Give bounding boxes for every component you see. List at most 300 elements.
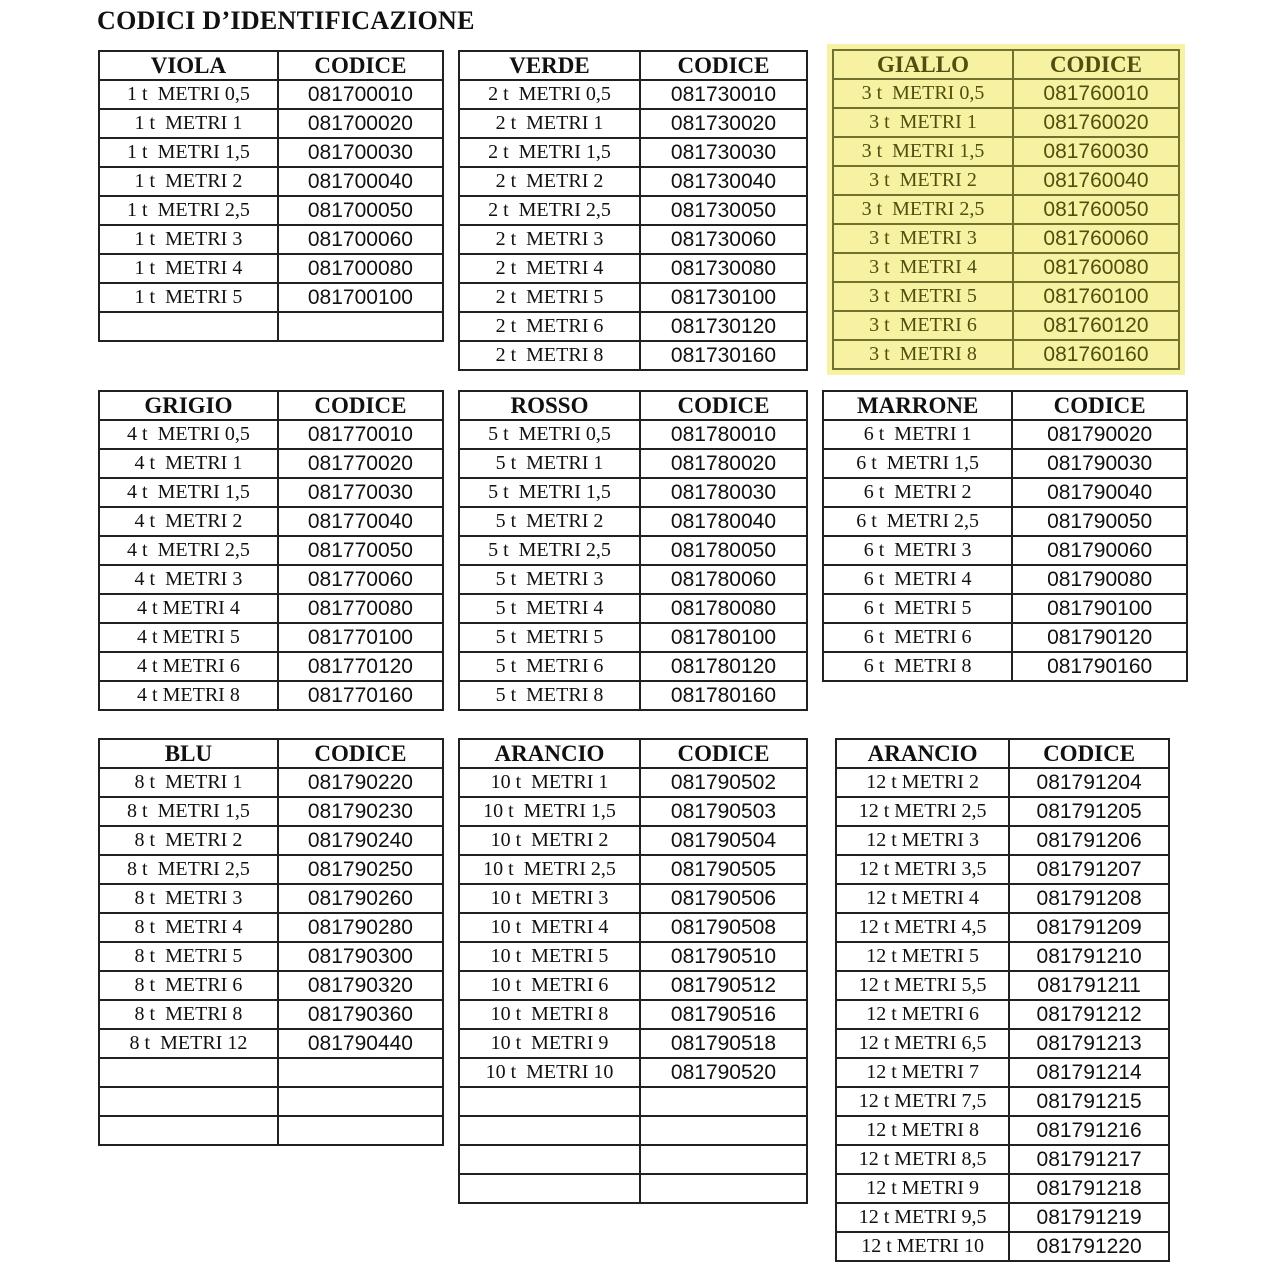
empty-cell	[640, 1116, 807, 1145]
code-value-cell: 081791220	[1009, 1232, 1169, 1261]
code-value-cell: 081790502	[640, 768, 807, 797]
size-label-cell: 8 t METRI 12	[99, 1029, 278, 1058]
code-value-cell: 081791217	[1009, 1145, 1169, 1174]
size-label-cell: 5 t METRI 0,5	[459, 420, 640, 449]
table-row	[99, 652, 443, 681]
code-value-cell: 081790060	[1012, 536, 1187, 565]
codes-table-grigio	[98, 390, 444, 711]
codes-table-verde	[458, 50, 808, 371]
table-row	[459, 797, 807, 826]
table-row	[836, 1087, 1169, 1116]
size-label-cell: 3 t METRI 2,5	[833, 195, 1013, 224]
size-label-cell: 10 t METRI 6	[459, 971, 640, 1000]
code-value-cell: 081780010	[640, 420, 807, 449]
size-label-cell: 2 t METRI 2,5	[459, 196, 640, 225]
table-row	[833, 224, 1179, 253]
column-header-color: GIALLO	[833, 50, 1013, 79]
table-row	[836, 1000, 1169, 1029]
header-row	[459, 51, 807, 80]
code-value-cell: 081700060	[278, 225, 443, 254]
code-value-cell: 081791218	[1009, 1174, 1169, 1203]
column-header-codice: CODICE	[640, 51, 807, 80]
table-row	[459, 623, 807, 652]
size-label-cell: 6 t METRI 4	[823, 565, 1012, 594]
column-header-color: ARANCIO	[836, 739, 1009, 768]
table-row	[836, 1058, 1169, 1087]
size-label-cell: 10 t METRI 3	[459, 884, 640, 913]
empty-cell	[99, 1116, 278, 1145]
table-row	[459, 942, 807, 971]
code-value-cell: 081790220	[278, 768, 443, 797]
size-label-cell: 5 t METRI 8	[459, 681, 640, 710]
table-row	[459, 884, 807, 913]
table-row	[833, 108, 1179, 137]
size-label-cell: 2 t METRI 1	[459, 109, 640, 138]
code-value-cell: 081730040	[640, 167, 807, 196]
code-value-cell: 081700010	[278, 80, 443, 109]
size-label-cell: 4 t METRI 6	[99, 652, 278, 681]
code-value-cell: 081791213	[1009, 1029, 1169, 1058]
code-value-cell: 081790240	[278, 826, 443, 855]
table-row	[823, 623, 1187, 652]
size-label-cell: 4 t METRI 3	[99, 565, 278, 594]
table-row	[823, 478, 1187, 507]
size-label-cell: 5 t METRI 2,5	[459, 536, 640, 565]
column-header-codice: CODICE	[278, 739, 443, 768]
size-label-cell: 10 t METRI 5	[459, 942, 640, 971]
size-label-cell: 1 t METRI 4	[99, 254, 278, 283]
size-label-cell: 12 t METRI 8	[836, 1116, 1009, 1145]
code-value-cell: 081791219	[1009, 1203, 1169, 1232]
empty-cell	[640, 1087, 807, 1116]
codes-table-arancio-12t	[835, 738, 1170, 1262]
size-label-cell: 12 t METRI 9	[836, 1174, 1009, 1203]
size-label-cell: 3 t METRI 1	[833, 108, 1013, 137]
code-value-cell: 081730100	[640, 283, 807, 312]
code-value-cell: 081790160	[1012, 652, 1187, 681]
column-header-codice: CODICE	[640, 391, 807, 420]
code-value-cell: 081780050	[640, 536, 807, 565]
code-value-cell: 081790510	[640, 942, 807, 971]
table-row	[99, 681, 443, 710]
size-label-cell: 2 t METRI 5	[459, 283, 640, 312]
code-value-cell: 081791215	[1009, 1087, 1169, 1116]
table-row	[836, 768, 1169, 797]
empty-row	[99, 1116, 443, 1145]
empty-cell	[640, 1174, 807, 1203]
table-row	[459, 681, 807, 710]
size-label-cell: 8 t METRI 2,5	[99, 855, 278, 884]
code-value-cell: 081700020	[278, 109, 443, 138]
codes-table-blu	[98, 738, 444, 1146]
code-value-cell: 081790360	[278, 1000, 443, 1029]
table-row	[833, 253, 1179, 282]
code-value-cell: 081780040	[640, 507, 807, 536]
table-row	[833, 195, 1179, 224]
size-label-cell: 6 t METRI 6	[823, 623, 1012, 652]
code-value-cell: 081791210	[1009, 942, 1169, 971]
code-value-cell: 081791214	[1009, 1058, 1169, 1087]
size-label-cell: 6 t METRI 2	[823, 478, 1012, 507]
code-value-cell: 081790050	[1012, 507, 1187, 536]
table-row	[459, 196, 807, 225]
size-label-cell: 8 t METRI 8	[99, 1000, 278, 1029]
size-label-cell: 12 t METRI 4	[836, 884, 1009, 913]
code-value-cell: 081790503	[640, 797, 807, 826]
size-label-cell: 4 t METRI 5	[99, 623, 278, 652]
codes-table-rosso	[458, 390, 808, 711]
code-value-cell: 081700100	[278, 283, 443, 312]
empty-cell	[640, 1145, 807, 1174]
size-label-cell: 4 t METRI 4	[99, 594, 278, 623]
size-label-cell: 5 t METRI 6	[459, 652, 640, 681]
size-label-cell: 5 t METRI 1	[459, 449, 640, 478]
size-label-cell: 1 t METRI 3	[99, 225, 278, 254]
size-label-cell: 1 t METRI 2	[99, 167, 278, 196]
code-value-cell: 081790504	[640, 826, 807, 855]
size-label-cell: 8 t METRI 2	[99, 826, 278, 855]
empty-cell	[278, 312, 443, 341]
empty-cell	[99, 312, 278, 341]
table-row	[99, 420, 443, 449]
table-row	[836, 1145, 1169, 1174]
codes-table-marrone	[822, 390, 1188, 682]
code-value-cell: 081730010	[640, 80, 807, 109]
code-value-cell: 081760050	[1013, 195, 1179, 224]
size-label-cell: 4 t METRI 2,5	[99, 536, 278, 565]
code-value-cell: 081790512	[640, 971, 807, 1000]
table-row	[99, 254, 443, 283]
table-row	[833, 79, 1179, 108]
size-label-cell: 2 t METRI 0,5	[459, 80, 640, 109]
table-row	[459, 449, 807, 478]
table-row	[459, 826, 807, 855]
size-label-cell: 2 t METRI 6	[459, 312, 640, 341]
table-row	[99, 109, 443, 138]
table-row	[836, 826, 1169, 855]
empty-row	[459, 1174, 807, 1203]
table-row	[459, 855, 807, 884]
table-row	[459, 80, 807, 109]
table-row	[833, 311, 1179, 340]
header-row	[99, 391, 443, 420]
table-row	[836, 913, 1169, 942]
empty-cell	[278, 1087, 443, 1116]
code-value-cell: 081780080	[640, 594, 807, 623]
table-row	[836, 797, 1169, 826]
table-row	[99, 855, 443, 884]
table-row	[836, 1116, 1169, 1145]
code-value-cell: 081790080	[1012, 565, 1187, 594]
size-label-cell: 1 t METRI 2,5	[99, 196, 278, 225]
size-label-cell: 12 t METRI 5,5	[836, 971, 1009, 1000]
size-label-cell: 8 t METRI 3	[99, 884, 278, 913]
size-label-cell: 8 t METRI 6	[99, 971, 278, 1000]
code-value-cell: 081790320	[278, 971, 443, 1000]
size-label-cell: 3 t METRI 6	[833, 311, 1013, 340]
empty-row	[99, 1058, 443, 1087]
size-label-cell: 12 t METRI 8,5	[836, 1145, 1009, 1174]
size-label-cell: 5 t METRI 3	[459, 565, 640, 594]
table-row	[99, 80, 443, 109]
code-value-cell: 081790030	[1012, 449, 1187, 478]
code-value-cell: 081770120	[278, 652, 443, 681]
code-value-cell: 081770010	[278, 420, 443, 449]
code-value-cell: 081730160	[640, 341, 807, 370]
table-row	[823, 594, 1187, 623]
table-row	[833, 137, 1179, 166]
size-label-cell: 10 t METRI 1	[459, 768, 640, 797]
empty-cell	[278, 1058, 443, 1087]
codes-table-giallo	[832, 49, 1180, 370]
table-row	[823, 449, 1187, 478]
size-label-cell: 10 t METRI 2,5	[459, 855, 640, 884]
page-title: CODICI D’IDENTIFICAZIONE	[97, 6, 475, 35]
code-value-cell: 081790505	[640, 855, 807, 884]
table-row	[459, 109, 807, 138]
empty-row	[459, 1087, 807, 1116]
code-value-cell: 081790516	[640, 1000, 807, 1029]
column-header-codice: CODICE	[1009, 739, 1169, 768]
table-row	[99, 478, 443, 507]
header-row	[459, 739, 807, 768]
table-row	[99, 283, 443, 312]
table-row	[99, 1029, 443, 1058]
table-row	[823, 507, 1187, 536]
code-value-cell: 081791211	[1009, 971, 1169, 1000]
code-value-cell: 081700050	[278, 196, 443, 225]
table-row	[459, 312, 807, 341]
size-label-cell: 3 t METRI 4	[833, 253, 1013, 282]
size-label-cell: 12 t METRI 9,5	[836, 1203, 1009, 1232]
code-value-cell: 081790518	[640, 1029, 807, 1058]
codes-table-arancio-10t	[458, 738, 808, 1204]
table-row	[459, 1058, 807, 1087]
code-value-cell: 081780030	[640, 478, 807, 507]
table-row	[99, 565, 443, 594]
code-value-cell: 081780160	[640, 681, 807, 710]
code-value-cell: 081790300	[278, 942, 443, 971]
size-label-cell: 3 t METRI 5	[833, 282, 1013, 311]
code-value-cell: 081791216	[1009, 1116, 1169, 1145]
empty-cell	[459, 1087, 640, 1116]
table-row	[836, 1232, 1169, 1261]
code-value-cell: 081790506	[640, 884, 807, 913]
code-value-cell: 081770030	[278, 478, 443, 507]
code-value-cell: 081770160	[278, 681, 443, 710]
code-value-cell: 081770080	[278, 594, 443, 623]
code-value-cell: 081791207	[1009, 855, 1169, 884]
code-value-cell: 081700030	[278, 138, 443, 167]
size-label-cell: 8 t METRI 1,5	[99, 797, 278, 826]
table-row	[459, 138, 807, 167]
code-value-cell: 081780020	[640, 449, 807, 478]
header-row	[99, 51, 443, 80]
table-row	[459, 341, 807, 370]
table-row	[99, 167, 443, 196]
size-label-cell: 2 t METRI 4	[459, 254, 640, 283]
empty-cell	[459, 1145, 640, 1174]
size-label-cell: 4 t METRI 1,5	[99, 478, 278, 507]
code-value-cell: 081791212	[1009, 1000, 1169, 1029]
code-value-cell: 081791204	[1009, 768, 1169, 797]
empty-row	[99, 312, 443, 341]
empty-cell	[99, 1058, 278, 1087]
column-header-codice: CODICE	[278, 51, 443, 80]
code-value-cell: 081730080	[640, 254, 807, 283]
column-header-codice: CODICE	[640, 739, 807, 768]
table-row	[823, 652, 1187, 681]
codes-table-viola	[98, 50, 444, 342]
table-row	[833, 166, 1179, 195]
code-value-cell: 081780100	[640, 623, 807, 652]
table-row	[836, 855, 1169, 884]
header-row	[836, 739, 1169, 768]
table-row	[99, 797, 443, 826]
size-label-cell: 12 t METRI 10	[836, 1232, 1009, 1261]
table-row	[99, 536, 443, 565]
code-value-cell: 081760120	[1013, 311, 1179, 340]
table-row	[836, 971, 1169, 1000]
table-row	[99, 913, 443, 942]
table-row	[459, 167, 807, 196]
size-label-cell: 5 t METRI 2	[459, 507, 640, 536]
code-value-cell: 081730060	[640, 225, 807, 254]
size-label-cell: 8 t METRI 1	[99, 768, 278, 797]
header-row	[823, 391, 1187, 420]
size-label-cell: 6 t METRI 3	[823, 536, 1012, 565]
table-row	[459, 768, 807, 797]
code-value-cell: 081791209	[1009, 913, 1169, 942]
size-label-cell: 4 t METRI 0,5	[99, 420, 278, 449]
size-label-cell: 1 t METRI 1,5	[99, 138, 278, 167]
size-label-cell: 12 t METRI 5	[836, 942, 1009, 971]
empty-row	[99, 1087, 443, 1116]
size-label-cell: 2 t METRI 2	[459, 167, 640, 196]
size-label-cell: 2 t METRI 8	[459, 341, 640, 370]
code-value-cell: 081770020	[278, 449, 443, 478]
code-value-cell: 081700080	[278, 254, 443, 283]
table-row	[459, 478, 807, 507]
size-label-cell: 12 t METRI 2	[836, 768, 1009, 797]
code-value-cell: 081790508	[640, 913, 807, 942]
code-value-cell: 081760010	[1013, 79, 1179, 108]
table-row	[99, 507, 443, 536]
table-row	[459, 594, 807, 623]
size-label-cell: 3 t METRI 3	[833, 224, 1013, 253]
size-label-cell: 12 t METRI 3,5	[836, 855, 1009, 884]
size-label-cell: 5 t METRI 5	[459, 623, 640, 652]
code-value-cell: 081790250	[278, 855, 443, 884]
code-value-cell: 081780120	[640, 652, 807, 681]
table-row	[459, 913, 807, 942]
size-label-cell: 6 t METRI 5	[823, 594, 1012, 623]
table-row	[459, 536, 807, 565]
size-label-cell: 3 t METRI 8	[833, 340, 1013, 369]
code-value-cell: 081791205	[1009, 797, 1169, 826]
table-row	[836, 1029, 1169, 1058]
size-label-cell: 12 t METRI 3	[836, 826, 1009, 855]
code-value-cell: 081730030	[640, 138, 807, 167]
size-label-cell: 12 t METRI 7,5	[836, 1087, 1009, 1116]
size-label-cell: 1 t METRI 0,5	[99, 80, 278, 109]
size-label-cell: 10 t METRI 10	[459, 1058, 640, 1087]
size-label-cell: 1 t METRI 5	[99, 283, 278, 312]
size-label-cell: 2 t METRI 1,5	[459, 138, 640, 167]
size-label-cell: 12 t METRI 6,5	[836, 1029, 1009, 1058]
size-label-cell: 6 t METRI 8	[823, 652, 1012, 681]
code-value-cell: 081760100	[1013, 282, 1179, 311]
code-value-cell: 081730020	[640, 109, 807, 138]
size-label-cell: 2 t METRI 3	[459, 225, 640, 254]
code-value-cell: 081760060	[1013, 224, 1179, 253]
header-row	[833, 50, 1179, 79]
code-value-cell: 081770100	[278, 623, 443, 652]
code-value-cell: 081790040	[1012, 478, 1187, 507]
code-value-cell: 081780060	[640, 565, 807, 594]
column-header-codice: CODICE	[1013, 50, 1179, 79]
code-value-cell: 081730050	[640, 196, 807, 225]
table-row	[459, 1000, 807, 1029]
table-row	[836, 942, 1169, 971]
code-value-cell: 081760040	[1013, 166, 1179, 195]
code-value-cell: 081791208	[1009, 884, 1169, 913]
column-header-color: VIOLA	[99, 51, 278, 80]
table-row	[459, 652, 807, 681]
giallo-highlight	[827, 44, 1185, 375]
size-label-cell: 6 t METRI 2,5	[823, 507, 1012, 536]
code-value-cell: 081790260	[278, 884, 443, 913]
column-header-color: ROSSO	[459, 391, 640, 420]
size-label-cell: 10 t METRI 8	[459, 1000, 640, 1029]
size-label-cell: 6 t METRI 1,5	[823, 449, 1012, 478]
size-label-cell: 10 t METRI 9	[459, 1029, 640, 1058]
header-row	[99, 739, 443, 768]
table-row	[99, 884, 443, 913]
table-row	[99, 623, 443, 652]
code-value-cell: 081760080	[1013, 253, 1179, 282]
table-row	[833, 282, 1179, 311]
size-label-cell: 12 t METRI 6	[836, 1000, 1009, 1029]
code-value-cell: 081730120	[640, 312, 807, 341]
size-label-cell: 4 t METRI 1	[99, 449, 278, 478]
size-label-cell: 10 t METRI 2	[459, 826, 640, 855]
table-row	[823, 565, 1187, 594]
table-row	[99, 971, 443, 1000]
column-header-color: ARANCIO	[459, 739, 640, 768]
size-label-cell: 12 t METRI 7	[836, 1058, 1009, 1087]
size-label-cell: 3 t METRI 0,5	[833, 79, 1013, 108]
table-row	[459, 507, 807, 536]
size-label-cell: 1 t METRI 1	[99, 109, 278, 138]
table-row	[459, 1029, 807, 1058]
column-header-color: BLU	[99, 739, 278, 768]
table-row	[99, 449, 443, 478]
code-value-cell: 081790100	[1012, 594, 1187, 623]
size-label-cell: 8 t METRI 5	[99, 942, 278, 971]
size-label-cell: 3 t METRI 2	[833, 166, 1013, 195]
table-row	[99, 594, 443, 623]
size-label-cell: 12 t METRI 2,5	[836, 797, 1009, 826]
empty-row	[459, 1116, 807, 1145]
size-label-cell: 4 t METRI 2	[99, 507, 278, 536]
code-value-cell: 081760020	[1013, 108, 1179, 137]
size-label-cell: 5 t METRI 4	[459, 594, 640, 623]
table-row	[836, 884, 1169, 913]
code-value-cell: 081770060	[278, 565, 443, 594]
code-value-cell: 081790120	[1012, 623, 1187, 652]
header-row	[459, 391, 807, 420]
